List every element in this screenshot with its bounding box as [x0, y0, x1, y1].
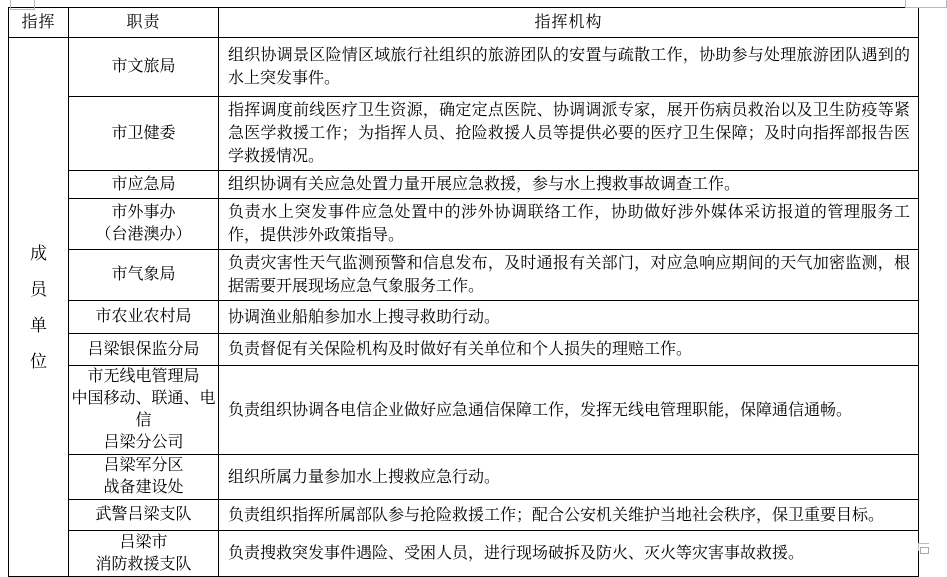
table-row [9, 455, 919, 500]
org-name: 中国移动、联通、电信 [71, 390, 216, 429]
org-name: （台港澳办） [95, 226, 192, 243]
page-edge-line-horizontal [918, 543, 929, 544]
table-row [9, 199, 919, 250]
org-cell [69, 97, 219, 171]
duty-cell [219, 531, 919, 577]
table-resize-handle[interactable] [920, 547, 929, 554]
duty-cell [219, 199, 919, 250]
org-cell [69, 334, 219, 366]
org-name: 吕梁分公司 [103, 434, 184, 451]
duty-text: 指挥调度前线医疗卫生资源，确定定点医院、协调调派专家，展开伤病员救治以及卫生防疫等紧急医学救援工作；为指挥人员、抢险救援人员等提供必要的医疗卫生保障；及时向指挥部报告医学救援情况。 [228, 102, 910, 165]
duty-text: 负责组织指挥所属部队参与抢险救援工作；配合公安机关维护当地社会秩序，保卫重要目标。 [228, 506, 885, 524]
org-name: 市外事办 [111, 204, 176, 221]
duty-cell [219, 250, 919, 301]
org-cell [69, 301, 219, 334]
duty-cell [219, 366, 919, 455]
header-command: 指挥 [9, 8, 69, 38]
org-name: 吕梁军分区 [103, 457, 184, 474]
table-row [9, 38, 919, 97]
org-name: 消防救援支队 [95, 555, 192, 573]
duty-cell [219, 500, 919, 531]
duty-cell [219, 455, 919, 500]
duty-text: 组织协调景区险情区域旅行社组织的旅游团队的安置与疏散工作，协助参与处理旅游团队遇到的水上突发事件。 [228, 47, 910, 87]
header-duty: 职责 [69, 8, 219, 38]
member-units-label: 成 员 单 位 [30, 243, 47, 371]
org-name: 吕梁市 [119, 533, 168, 551]
org-cell [69, 366, 219, 455]
org-cell [69, 171, 219, 199]
duty-text: 负责灾害性天气监测预警和信息发布，及时通报有关部门，对应急响应期间的天气加密监测，根据需要开展现场应急气象服务工作。 [228, 255, 910, 295]
table-row [9, 171, 919, 199]
duty-cell [219, 334, 919, 366]
duty-text: 组织所属力量参加水上搜救应急行动。 [228, 468, 501, 486]
org-cell [69, 531, 219, 577]
duty-text: 负责水上突发事件应急处置中的涉外协调联络工作，协助做好涉外媒体采访报道的管理服务工作，提供涉外政策指导。 [228, 204, 910, 244]
table-row [9, 531, 919, 577]
org-name: 市文旅局 [111, 58, 176, 75]
duty-cell [219, 301, 919, 334]
org-cell [69, 250, 219, 301]
org-name: 市无线电管理局 [87, 368, 200, 385]
duty-cell [219, 171, 919, 199]
table-row [9, 301, 919, 334]
table-row [9, 500, 919, 531]
org-name: 市应急局 [111, 175, 176, 193]
header-agency: 指挥机构 [219, 8, 919, 38]
page-edge-line-vertical [918, 543, 919, 551]
duty-text: 负责组织协调各电信企业做好应急通信保障工作，发挥无线电管理职能，保障通信通畅。 [228, 401, 853, 419]
duty-cell [219, 97, 919, 171]
table-row [9, 250, 919, 301]
duty-text: 协调渔业船舶参加水上搜寻救助行动。 [228, 308, 501, 326]
table-row [9, 334, 919, 366]
org-name: 市农业农村局 [95, 308, 192, 325]
org-cell [69, 500, 219, 531]
duty-text: 负责搜救突发事件遇险、受困人员，进行现场破拆及防火、灭火等灾害事故救援。 [228, 545, 805, 562]
org-name: 市气象局 [111, 266, 176, 283]
duty-cell [219, 38, 919, 97]
member-units-cell [9, 38, 69, 577]
org-name: 战备建设处 [103, 479, 184, 496]
page-corner-mark [905, 0, 947, 8]
org-cell [69, 199, 219, 250]
table-move-handle [10, 0, 35, 10]
duty-text: 负责督促有关保险机构及时做好有关单位和个人损失的理赔工作。 [228, 341, 693, 358]
header-row [9, 8, 919, 38]
org-name: 武警吕梁支队 [95, 506, 192, 523]
org-cell [69, 455, 219, 500]
command-agency-table [8, 7, 919, 577]
duty-text: 组织协调有关应急处置力量开展应急救援，参与水上搜救事故调查工作。 [228, 176, 741, 193]
table-row [9, 97, 919, 171]
org-name: 吕梁银保监分局 [87, 340, 200, 358]
table-row [9, 366, 919, 455]
org-name: 市卫健委 [111, 124, 176, 142]
org-cell [69, 38, 219, 97]
